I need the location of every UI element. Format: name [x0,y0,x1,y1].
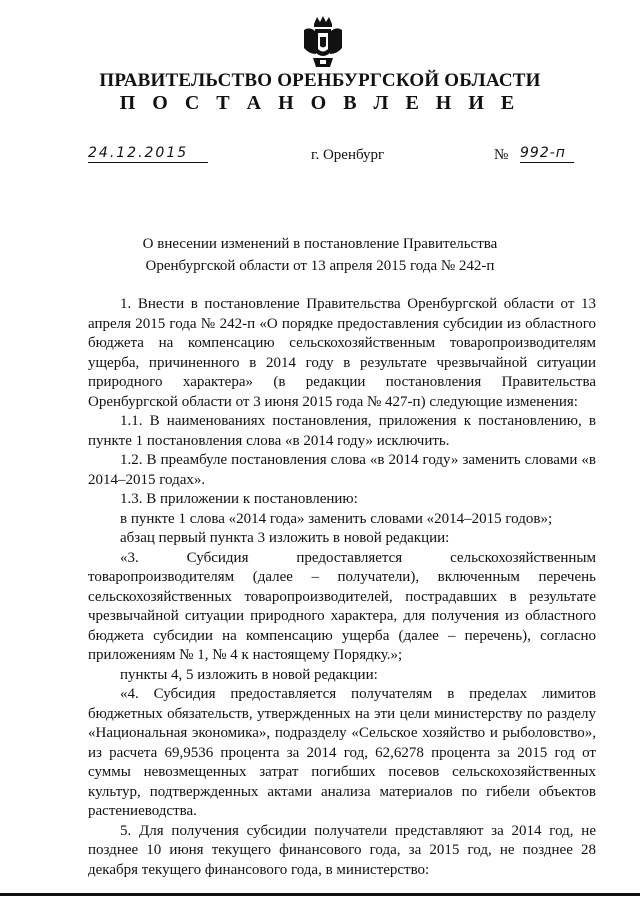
body-paragraph: 1.2. В преамбуле постановления слова «в 2014 году» заменить словами «в 2014–2015 годах». [88,452,596,488]
document-meta-row [0,147,640,171]
document-number-label: № [494,147,509,163]
body-paragraph: абзац первый пункта 3 изложить в новой редакции: [120,530,450,546]
body-paragraph: 5. Для получения субсидии получатели представляют за 2014 год, не позднее 10 июня текущего финансового года, за 2015 год, не позднее 28 декабря текущего финансового года, в министерство: [88,822,596,878]
government-name: ПРАВИТЕЛЬСТВО ОРЕНБУРГСКОЙ ОБЛАСТИ [99,70,541,91]
body-paragraph: 1.3. В приложении к постановлению: [120,491,358,507]
body-paragraph: «3. Субсидия предоставляется сельскохозяйственным товаропроизводителям (далее – получатели), включенным перечень сельскохозяйственных товаропроизводителей, пострадавших в результате чрезвычайной ситуации природного характера, для получения из областного бюджета субсидии на компенсацию ущерба (далее – перечень), согласно приложениям № 1, № 4 к настоящему Порядку.»; [88,549,596,663]
body-paragraph: в пункте 1 слова «2014 года» заменить словами «2014–2015 годов»; [120,510,553,527]
document-date: 24.12.2015 [88,145,208,163]
document-type: П О С Т А Н О В Л Е Н И Е [119,92,521,114]
document-subject [0,233,640,277]
page-bottom-border [0,893,640,896]
body-paragraph: пункты 4, 5 изложить в новой редакции: [120,666,378,683]
document-number: 992-п [520,145,574,163]
subject-line: Оренбургской области от 13 апреля 2015 года № 242-п [145,258,495,274]
body-paragraph: 1.1. В наименованиях постановления, приложения к постановлению, в пункте 1 постановления слова «в 2014 году» исключить. [88,413,596,449]
body-paragraph: 1. Внести в постановление Правительства Оренбургской области от 13 апреля 2015 года № 242-п «О порядке предоставления субсидии из областного бюджета на компенсацию сельскохозяйственным товаропроизводителям ущерба, причиненного в 2014 году в результате чрезвычайной ситуации природного характера» (в редакции постановления Правительства Оренбургской области от 3 июня 2015 года № 427-п) следующие изменения: [88,296,596,410]
document-body [88,295,596,880]
document-city: г. Оренбург [311,147,385,163]
subject-line: О внесении изменений в постановление Правительства [142,236,498,252]
coat-of-arms-icon [300,14,346,70]
body-paragraph: «4. Субсидия предоставляется получателям в пределах лимитов бюджетных обязательств, утвержденных на эти цели министерству по разделу «Национальная экономика», подразделу «Сельское хозяйство и рыболовство», из расчета 69,9536 процента за 2014 год, 62,6278 процента за 2015 год от суммы невозмещенных затрат погибших посевов сельскохозяйственных культур, подтвержденных актами анализа материалов по гибели объектов растениеводства. [88,686,596,819]
